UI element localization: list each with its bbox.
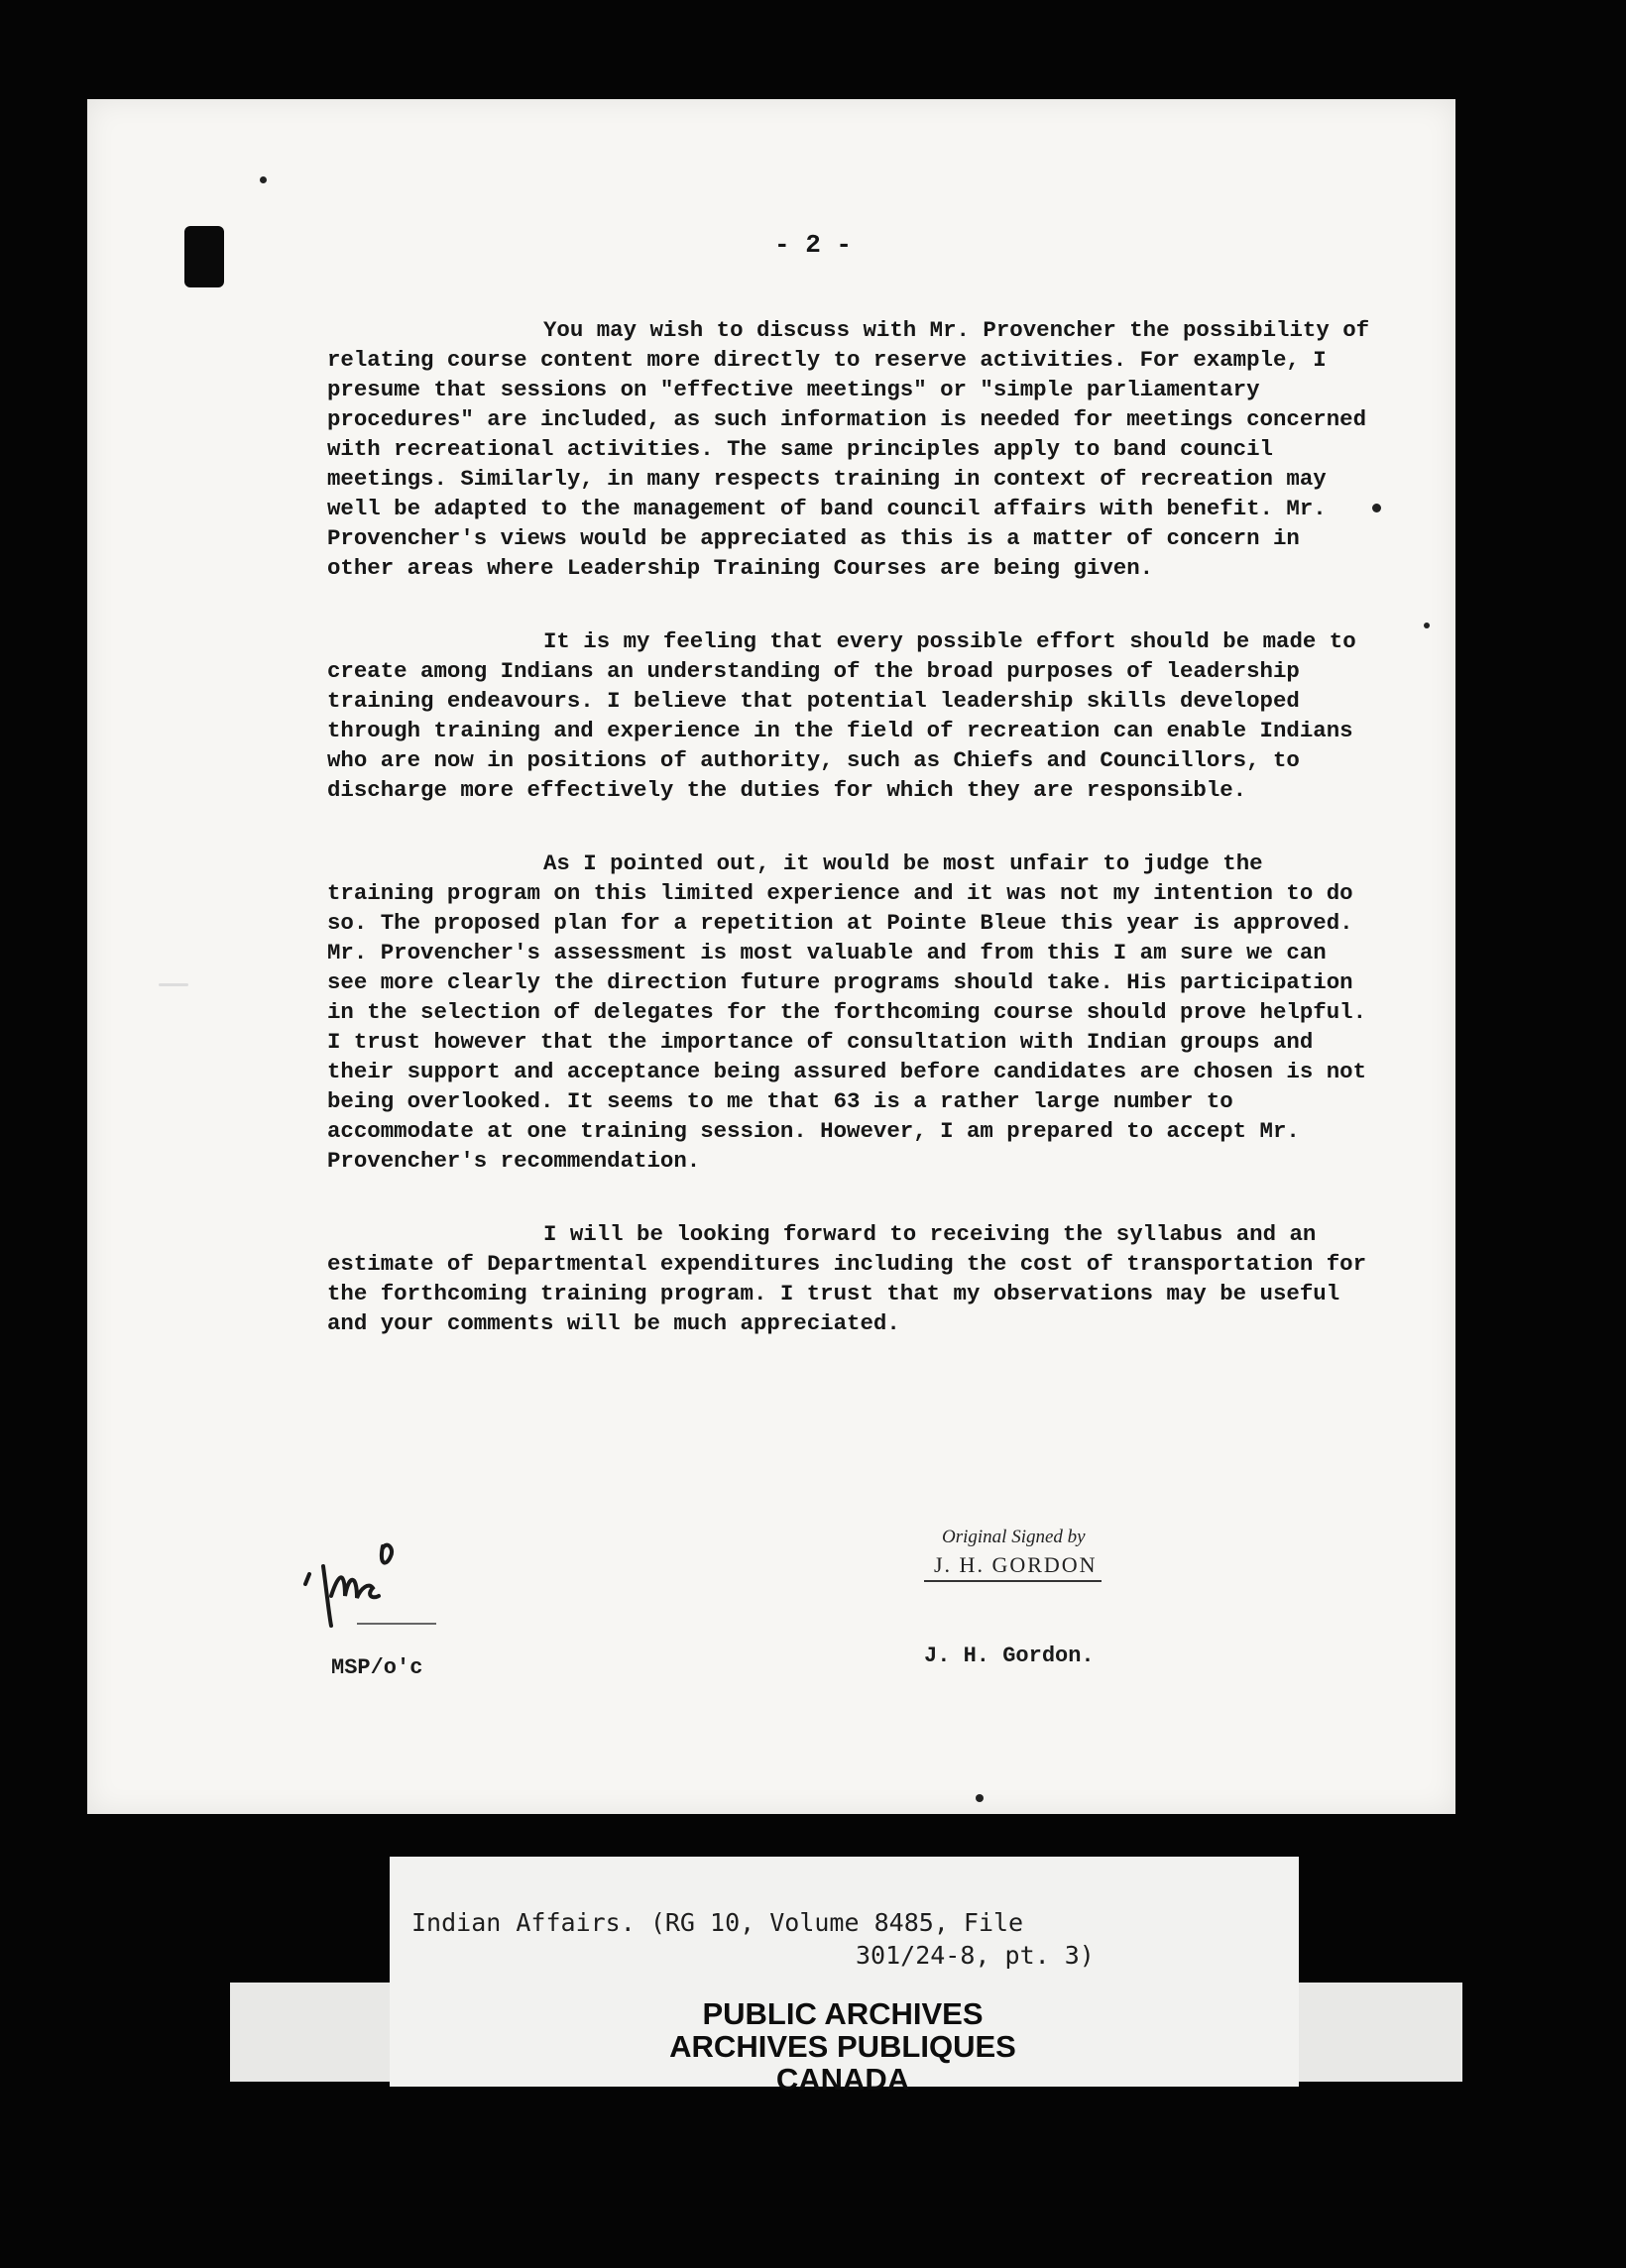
stamp-signer-name: J. H. GORDON <box>924 1552 1102 1582</box>
handwritten-initials-text: MSP <box>288 1527 290 1528</box>
stamp-original-signed: Original Signed by <box>942 1527 1086 1547</box>
speck <box>976 1794 984 1802</box>
speck <box>260 176 267 183</box>
paragraph-2: It is my feeling that every possible effort should be made to create among Indians an understanding of the broad purposes of leadership training endeavours. I believe that potential leadership skills developed through training and experience in the field of recreation can enable Indians who are now in positions of authority, such as Chiefs and Councillors, to discharge more effectively the duties for which they are responsible. <box>327 628 1356 803</box>
institution-line-english: PUBLIC ARCHIVES <box>702 1996 984 2031</box>
institution-line-country: CANADA <box>775 2062 910 2097</box>
archive-label-strip-left <box>230 1983 399 2082</box>
letter-body <box>327 315 1378 1382</box>
paragraph-4: I will be looking forward to receiving the syllabus and an estimate of Departmental expenditures including the cost of transportation for the forthcoming training program. I trust that my observations may be useful and your comments will be much appreciated. <box>327 1221 1367 1336</box>
archive-label-strip-right <box>1289 1983 1462 2082</box>
handwritten-initials-signature <box>288 1527 446 1636</box>
archive-reference-line2: 301/24-8, pt. 3) <box>856 1941 1095 1970</box>
reference-initials: MSP/o'c <box>331 1655 423 1680</box>
page-number: - 2 - <box>773 230 852 260</box>
archive-institution <box>555 1997 1130 2096</box>
institution-line-french: ARCHIVES PUBLIQUES <box>669 2029 1016 2064</box>
signature-stamp <box>924 1527 1132 1582</box>
film-scratch <box>159 983 188 986</box>
typed-signature: J. H. Gordon. <box>924 1644 1095 1668</box>
archive-reference <box>411 1906 1165 1972</box>
speck <box>1424 623 1430 628</box>
archive-reference-line1: Indian Affairs. (RG 10, Volume 8485, File <box>411 1908 1024 1937</box>
paragraph-1: You may wish to discuss with Mr. Provencher the possibility of relating course content more directly to reserve activities. For example, I presume that sessions on "effective meetings" or "simple parliamentary procedures" are included, as such information is needed for meetings concerned with recreational activities. The same principles apply to band council meetings. Similarly, in many respects training in context of recreation may well be adapted to the management of band council affairs with benefit. Mr. Provencher's views would be appreciated as this is a matter of concern in other areas where Leadership Training Courses are being given. <box>327 317 1370 581</box>
paragraph-3: As I pointed out, it would be most unfair to judge the training program on this limited experience and it was not my intention to do so. The proposed plan for a repetition at Pointe Bleue this year is approved. Mr. Provencher's assessment is most valuable and from this I am sure we can see more clearly the direction future programs should take. His participation in the selection of delegates for the forthcoming course should prove helpful. I trust however that the importance of consultation with Indian groups and their support and acceptance being assured before candidates are chosen is not being overlooked. It seems to me that 63 is a rather large number to accommodate at one training session. However, I am prepared to accept Mr. Provencher's recommendation. <box>327 850 1367 1174</box>
speck <box>1372 504 1381 512</box>
